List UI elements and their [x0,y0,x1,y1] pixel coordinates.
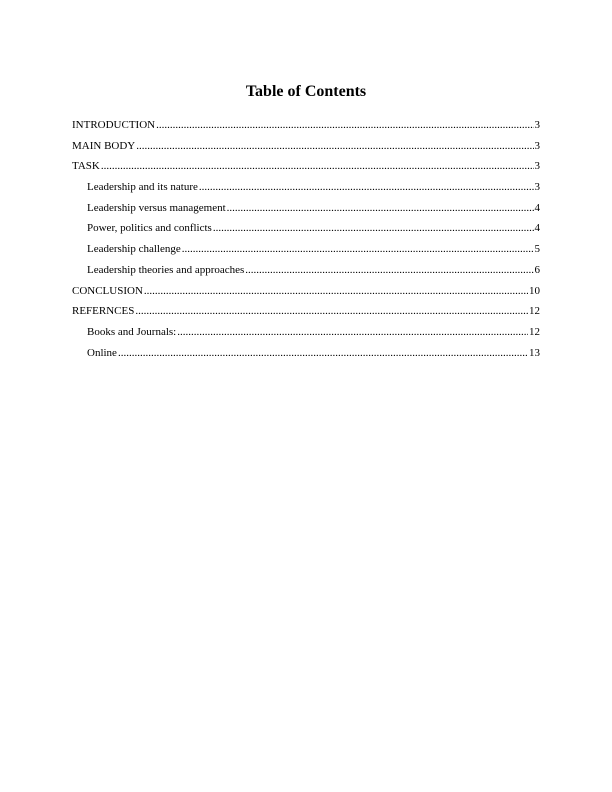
toc-entry-label: Leadership theories and approaches [87,263,245,276]
toc-list [72,115,540,363]
dot-leader [156,115,533,135]
toc-entry-page: 5 [534,243,540,256]
toc-entry-page: 4 [534,201,540,214]
toc-entry-page: 3 [534,160,540,173]
toc-entry-label: CONCLUSION [72,284,143,297]
toc-entry-label: Books and Journals: [87,325,177,338]
toc-entry-label: INTRODUCTION [72,119,156,131]
toc-entry-label: Online [87,346,117,359]
toc-entry-page: 12 [529,305,540,318]
dot-leader [144,281,528,301]
toc-entry-leadership-vs-management[interactable] [72,198,540,219]
toc-entry-page: 13 [529,346,540,359]
toc-entry-page: 10 [529,284,540,297]
toc-entry-task[interactable] [72,156,540,177]
toc-title: Table of Contents [245,83,367,100]
dot-leader [135,301,528,321]
toc-entry-page: 3 [534,139,540,152]
toc-entry-power-politics[interactable] [72,218,540,239]
toc-entry-introduction[interactable] [72,115,540,136]
toc-entry-main-body[interactable] [72,136,540,157]
toc-entry-label: REFERNCES [72,305,135,318]
dot-leader [227,198,534,218]
toc-entry-label: Leadership and its nature [87,181,198,194]
toc-entry-references[interactable] [72,301,540,322]
toc-entry-label: Leadership challenge [87,243,181,256]
toc-entry-books-journals[interactable] [72,322,540,343]
toc-entry-label: Leadership versus management [87,201,226,214]
toc-entry-page: 3 [534,119,540,131]
toc-entry-label: MAIN BODY [72,139,136,152]
dot-leader [118,343,528,363]
toc-entry-page: 6 [534,263,540,276]
toc-entry-page: 4 [534,222,540,235]
toc-entry-leadership-challenge[interactable] [72,239,540,260]
toc-entry-conclusion[interactable] [72,281,540,302]
dot-leader [182,239,534,259]
toc-entry-label: Power, politics and conflicts [87,222,212,235]
dot-leader [199,177,534,197]
toc-entry-label: TASK [72,160,100,173]
dot-leader [136,136,533,156]
toc-entry-page: 12 [529,325,540,338]
dot-leader [101,156,534,176]
toc-entry-leadership-nature[interactable] [72,177,540,198]
dot-leader [245,260,533,280]
toc-entry-online[interactable] [72,343,540,364]
dot-leader [177,322,528,342]
dot-leader [213,218,534,238]
toc-entry-leadership-theories[interactable] [72,260,540,281]
toc-entry-page: 3 [534,181,540,194]
